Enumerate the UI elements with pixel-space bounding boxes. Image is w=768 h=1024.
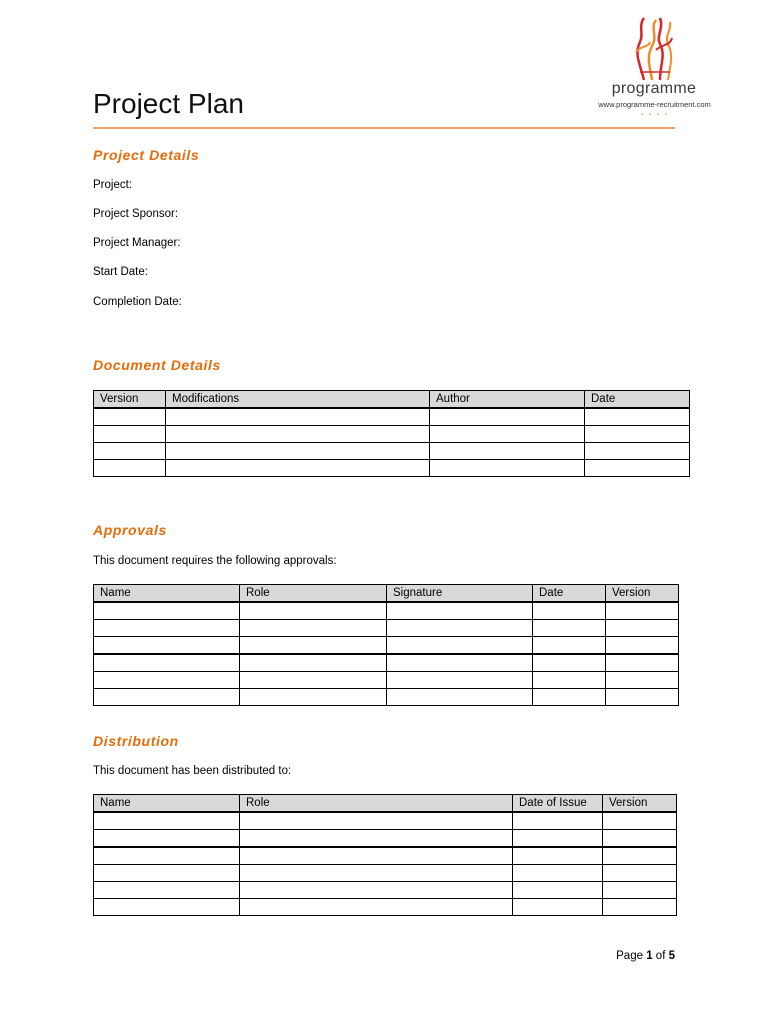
field-project: Project: (93, 179, 132, 191)
table-row (94, 637, 679, 655)
column-header: Author (430, 391, 585, 409)
table-cell[interactable] (430, 460, 585, 477)
logo-url: www.programme-recruitment.com (598, 100, 711, 109)
table-cell[interactable] (94, 689, 240, 706)
table-cell[interactable] (533, 672, 606, 689)
field-project-manager: Project Manager: (93, 237, 181, 249)
flame-logo-icon (630, 14, 680, 82)
table-cell[interactable] (533, 689, 606, 706)
table-cell[interactable] (585, 408, 690, 426)
table-cell[interactable] (585, 460, 690, 477)
table-cell[interactable] (240, 602, 387, 620)
table-cell[interactable] (513, 812, 603, 830)
table-cell[interactable] (94, 899, 240, 916)
table-row (94, 830, 677, 848)
table-cell[interactable] (240, 899, 513, 916)
table-cell[interactable] (387, 689, 533, 706)
table-row (94, 812, 677, 830)
logo-wordmark: programme (611, 80, 697, 97)
page-title: Project Plan (93, 88, 244, 119)
table-cell[interactable] (94, 882, 240, 899)
distribution-intro: This document has been distributed to: (93, 765, 292, 777)
distribution-table (93, 794, 677, 916)
table-cell[interactable] (513, 882, 603, 899)
table-cell[interactable] (606, 637, 679, 655)
table-cell[interactable] (240, 654, 387, 672)
table-row (94, 602, 679, 620)
table-cell[interactable] (603, 847, 677, 865)
table-cell[interactable] (240, 865, 513, 882)
table-cell[interactable] (94, 672, 240, 689)
table-cell[interactable] (387, 620, 533, 637)
table-cell[interactable] (603, 899, 677, 916)
section-heading-document-details: Document Details (93, 357, 221, 373)
table-cell[interactable] (606, 654, 679, 672)
table-row (94, 426, 690, 443)
table-row (94, 408, 690, 426)
table-cell[interactable] (603, 882, 677, 899)
document-details-table (93, 390, 690, 477)
page-number-prefix: Page (616, 950, 647, 962)
table-cell[interactable] (240, 812, 513, 830)
table-cell[interactable] (603, 865, 677, 882)
column-header: Signature (387, 585, 533, 603)
table-cell[interactable] (240, 830, 513, 848)
column-header: Date of Issue (513, 795, 603, 813)
table-cell[interactable] (513, 830, 603, 848)
column-header: Name (94, 585, 240, 603)
table-row (94, 443, 690, 460)
title-divider (93, 127, 675, 129)
table-cell[interactable] (94, 830, 240, 848)
table-cell[interactable] (430, 443, 585, 460)
logo-dots: ▪ ▪ ▪ ▪ (641, 112, 669, 118)
table-cell[interactable] (240, 672, 387, 689)
table-row (94, 654, 679, 672)
table-cell[interactable] (166, 408, 430, 426)
table-cell[interactable] (513, 865, 603, 882)
table-cell[interactable] (240, 847, 513, 865)
table-cell[interactable] (533, 637, 606, 655)
table-cell[interactable] (430, 408, 585, 426)
table-cell[interactable] (606, 602, 679, 620)
table-cell[interactable] (533, 620, 606, 637)
table-cell[interactable] (94, 654, 240, 672)
approvals-table (93, 584, 679, 706)
field-project-sponsor: Project Sponsor: (93, 208, 179, 220)
table-cell[interactable] (533, 602, 606, 620)
table-header-row (94, 795, 677, 813)
table-cell[interactable] (94, 460, 166, 477)
table-cell[interactable] (387, 672, 533, 689)
table-row (94, 672, 679, 689)
table-row (94, 865, 677, 882)
table-cell[interactable] (430, 426, 585, 443)
table-cell[interactable] (513, 899, 603, 916)
table-cell[interactable] (585, 443, 690, 460)
table-cell[interactable] (606, 689, 679, 706)
company-logo (582, 14, 727, 118)
table-cell[interactable] (513, 847, 603, 865)
section-heading-project-details: Project Details (93, 147, 200, 163)
table-cell[interactable] (94, 408, 166, 426)
table-cell[interactable] (533, 654, 606, 672)
column-header: Date (533, 585, 606, 603)
table-row (94, 899, 677, 916)
column-header: Modifications (166, 391, 430, 409)
table-cell[interactable] (94, 812, 240, 830)
table-cell[interactable] (94, 443, 166, 460)
table-row (94, 882, 677, 899)
table-header-row (94, 391, 690, 409)
total-pages: 5 (668, 950, 675, 962)
table-cell[interactable] (94, 620, 240, 637)
field-start-date: Start Date: (93, 266, 148, 278)
column-header: Role (240, 795, 513, 813)
table-cell[interactable] (94, 637, 240, 655)
table-cell[interactable] (387, 654, 533, 672)
page-number (600, 950, 675, 962)
table-cell[interactable] (166, 460, 430, 477)
table-row (94, 460, 690, 477)
column-header: Version (606, 585, 679, 603)
section-heading-approvals: Approvals (93, 522, 167, 538)
table-header-row (94, 585, 679, 603)
table-cell[interactable] (94, 602, 240, 620)
table-cell[interactable] (94, 865, 240, 882)
table-cell[interactable] (94, 847, 240, 865)
table-row (94, 620, 679, 637)
table-cell[interactable] (387, 602, 533, 620)
table-row (94, 847, 677, 865)
column-header: Name (94, 795, 240, 813)
table-cell[interactable] (166, 426, 430, 443)
current-page: 1 (646, 950, 653, 962)
table-cell[interactable] (94, 426, 166, 443)
table-cell[interactable] (606, 672, 679, 689)
table-row (94, 689, 679, 706)
column-header: Role (240, 585, 387, 603)
section-heading-distribution: Distribution (93, 733, 179, 749)
table-cell[interactable] (240, 620, 387, 637)
column-header: Date (585, 391, 690, 409)
table-cell[interactable] (240, 882, 513, 899)
table-cell[interactable] (603, 830, 677, 848)
approvals-intro: This document requires the following approvals: (93, 555, 337, 567)
table-cell[interactable] (603, 812, 677, 830)
column-header: Version (603, 795, 677, 813)
table-cell[interactable] (240, 689, 387, 706)
table-cell[interactable] (240, 637, 387, 655)
table-cell[interactable] (166, 443, 430, 460)
field-completion-date: Completion Date: (93, 296, 182, 308)
table-cell[interactable] (387, 637, 533, 655)
table-cell[interactable] (606, 620, 679, 637)
table-cell[interactable] (585, 426, 690, 443)
page-number-middle: of (652, 950, 669, 962)
column-header: Version (94, 391, 166, 409)
